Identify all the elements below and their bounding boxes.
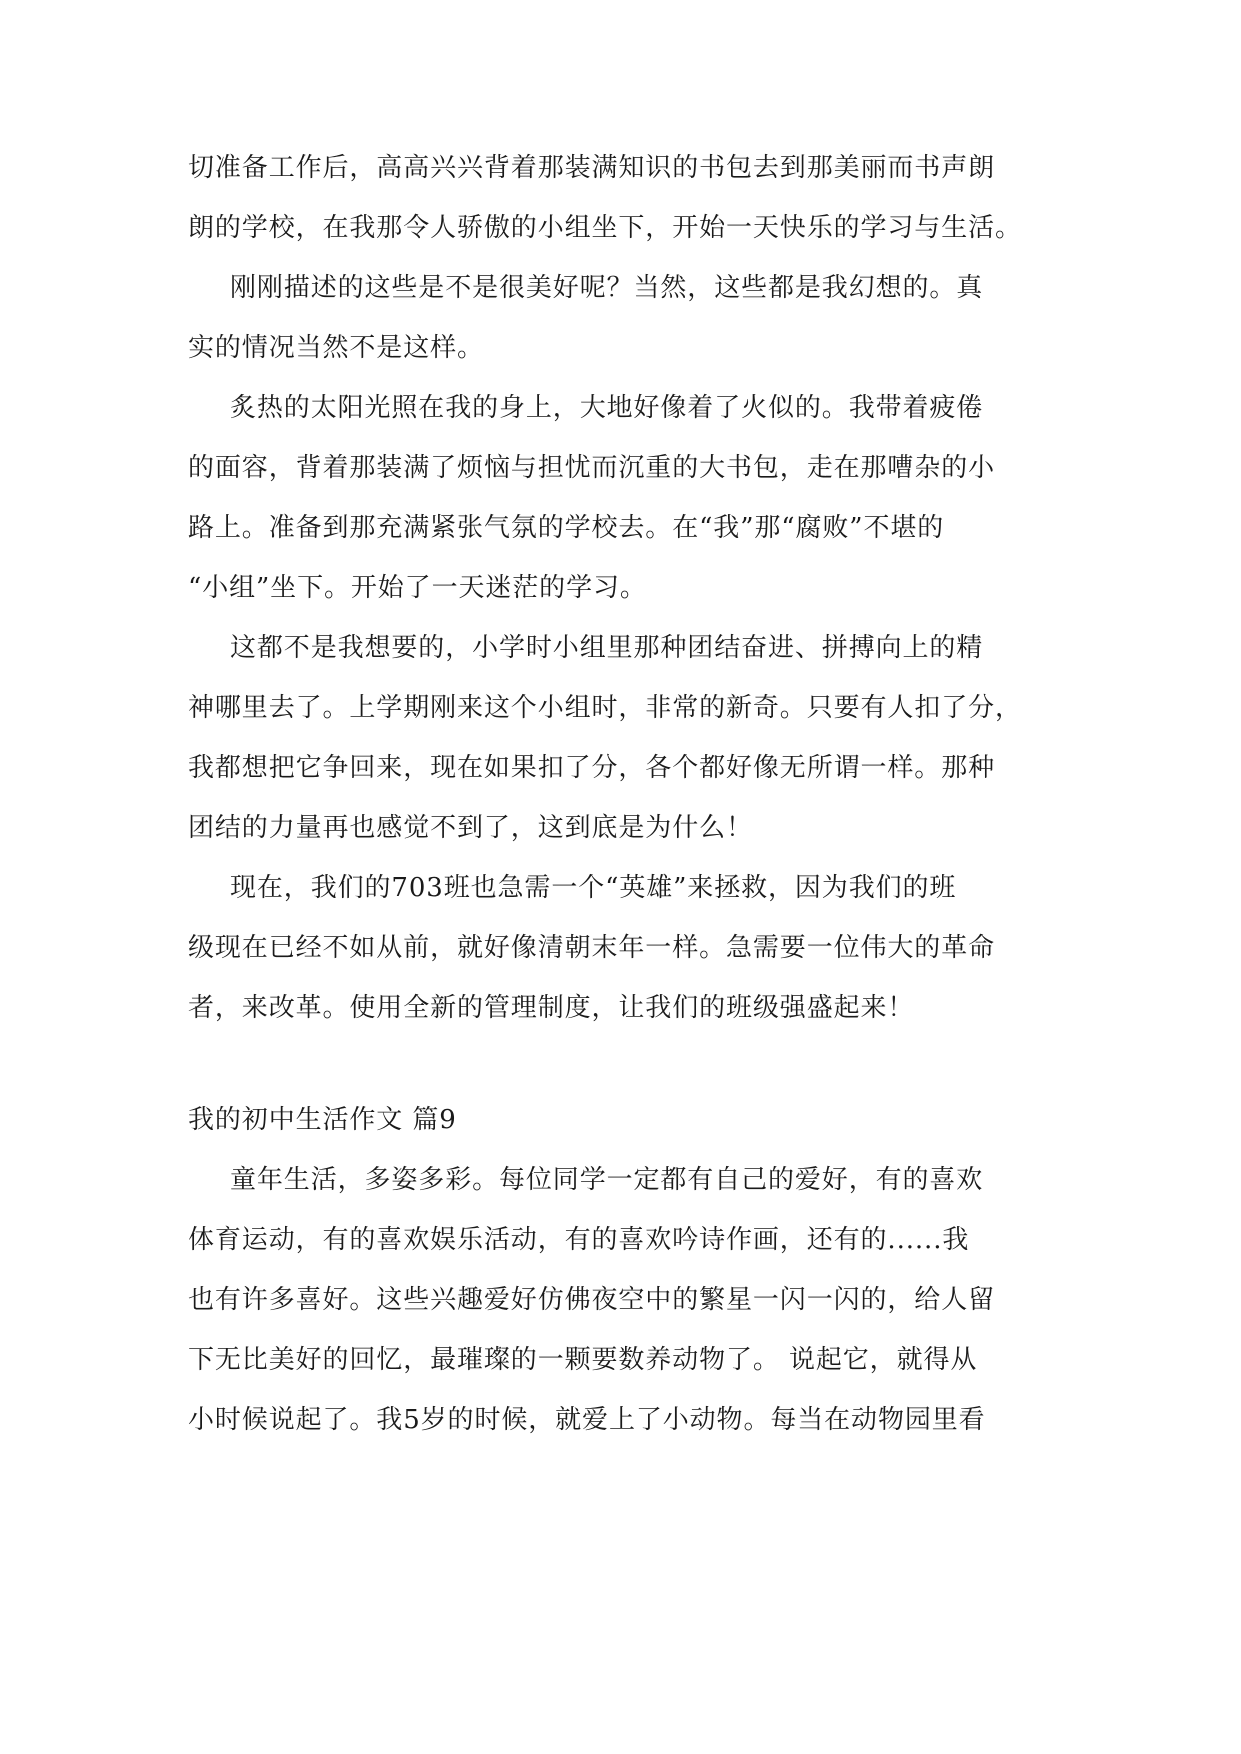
text-line: “小组”坐下。开始了一天迷茫的学习。: [188, 573, 647, 603]
paragraph-first-line: 炙热的太阳光照在我的身上，大地好像着了火似的。我带着疲倦: [230, 393, 984, 423]
paragraph-first-line: 这都不是我想要的，小学时小组里那种团结奋进、拼搏向上的精: [230, 633, 984, 663]
text-line: 实的情况当然不是这样。: [188, 333, 484, 363]
text-line: 下无比美好的回忆，最璀璨的一颗要数养动物了。 说起它，就得从: [188, 1345, 978, 1375]
text-line: 我都想把它争回来，现在如果扣了分，各个都好像无所谓一样。那种: [188, 753, 996, 783]
text-line: 的面容，背着那装满了烦恼与担忧而沉重的大书包，走在那嘈杂的小: [188, 453, 996, 483]
text-line: 小时候说起了。我5岁的时候，就爱上了小动物。每当在动物园里看: [188, 1405, 986, 1435]
paragraph-first-line: 童年生活，多姿多彩。每位同学一定都有自己的爱好，有的喜欢: [230, 1165, 984, 1195]
text-line: 体育运动，有的喜欢娱乐活动，有的喜欢吟诗作画，还有的......我: [188, 1225, 970, 1255]
text-line: 神哪里去了。上学期刚来这个小组时，非常的新奇。只要有人扣了分，: [188, 693, 1022, 723]
text-line: 也有许多喜好。这些兴趣爱好仿佛夜空中的繁星一闪一闪的，给人留: [188, 1285, 996, 1315]
section-heading: 我的初中生活作文 篇9: [188, 1105, 457, 1135]
text-line: 朗的学校，在我那令人骄傲的小组坐下，开始一天快乐的学习与生活。: [188, 213, 1022, 243]
text-line: 切准备工作后，高高兴兴背着那装满知识的书包去到那美丽而书声朗: [188, 153, 996, 183]
text-line: 级现在已经不如从前，就好像清朝末年一样。急需要一位伟大的革命: [188, 933, 996, 963]
text-line: 团结的力量再也感觉不到了，这到底是为什么！: [188, 813, 753, 843]
paragraph-first-line: 刚刚描述的这些是不是很美好呢？当然，这些都是我幻想的。真: [230, 273, 984, 303]
paragraph-first-line: 现在，我们的703班也急需一个“英雄”来拯救，因为我们的班: [230, 873, 957, 903]
text-line: 路上。准备到那充满紧张气氛的学校去。在“我”那“腐败”不堪的: [188, 513, 945, 543]
text-line: 者，来改革。使用全新的管理制度，让我们的班级强盛起来！: [188, 993, 915, 1023]
